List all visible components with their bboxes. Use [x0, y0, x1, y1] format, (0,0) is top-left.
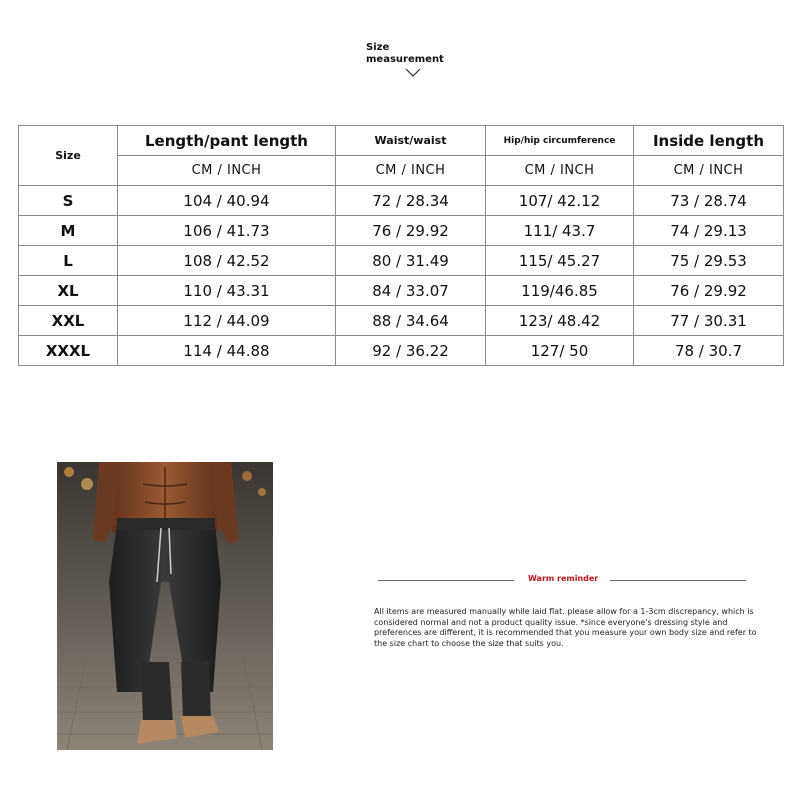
inside-length-unit: CM / INCH: [634, 156, 784, 186]
length-cell: 114 / 44.88: [118, 336, 336, 366]
waist-cell: 76 / 29.92: [336, 216, 486, 246]
hip-column-header: Hip/hip circumference: [486, 126, 634, 156]
hip-cell: 119/46.85: [486, 276, 634, 306]
inside-length-cell: 77 / 30.31: [634, 306, 784, 336]
length-cell: 110 / 43.31: [118, 276, 336, 306]
inside-length-cell: 78 / 30.7: [634, 336, 784, 366]
waist-cell: 92 / 36.22: [336, 336, 486, 366]
hip-cell: 115/ 45.27: [486, 246, 634, 276]
size-chart-table: [18, 125, 784, 366]
waist-cell: 72 / 28.34: [336, 186, 486, 216]
size-cell: XL: [19, 276, 118, 306]
table-row: [19, 306, 784, 336]
waist-cell: 80 / 31.49: [336, 246, 486, 276]
length-unit: CM / INCH: [118, 156, 336, 186]
waist-column-header: Waist/waist: [336, 126, 486, 156]
warm-reminder-title: Warm reminder: [528, 574, 599, 583]
length-cell: 108 / 42.52: [118, 246, 336, 276]
hip-unit: CM / INCH: [486, 156, 634, 186]
waist-cell: 88 / 34.64: [336, 306, 486, 336]
table-row: [19, 186, 784, 216]
table-row: [19, 336, 784, 366]
size-cell: M: [19, 216, 118, 246]
header-line-1: Size: [366, 42, 390, 53]
hip-cell: 107/ 42.12: [486, 186, 634, 216]
inside-length-cell: 76 / 29.92: [634, 276, 784, 306]
size-cell: L: [19, 246, 118, 276]
length-cell: 104 / 40.94: [118, 186, 336, 216]
inside-length-cell: 73 / 28.74: [634, 186, 784, 216]
size-cell: XXL: [19, 306, 118, 336]
hip-cell: 127/ 50: [486, 336, 634, 366]
model-illustration: [57, 462, 273, 750]
length-column-header: Length/pant length: [118, 126, 336, 156]
reminder-divider-left: [378, 580, 514, 581]
table-header-row: [19, 126, 784, 156]
length-cell: 112 / 44.09: [118, 306, 336, 336]
inside-length-cell: 75 / 29.53: [634, 246, 784, 276]
header-line-2: measurement: [366, 54, 444, 65]
hip-cell: 111/ 43.7: [486, 216, 634, 246]
reminder-divider-right: [610, 580, 746, 581]
table-row: [19, 246, 784, 276]
reminder-text: All items are measured manually while laid flat. please allow for a 1-3cm discrepancy, which is considered normal and not a product quality issue. *since everyone's dressing style and preferences are different, it is recommended that you measure your own body size and refer to the size chart to choose the size that suits you.: [374, 607, 757, 648]
size-cell: S: [19, 186, 118, 216]
warm-reminder-heading: [378, 573, 750, 587]
waist-unit: CM / INCH: [336, 156, 486, 186]
waist-cell: 84 / 33.07: [336, 276, 486, 306]
inside-length-cell: 74 / 29.13: [634, 216, 784, 246]
size-cell: XXXL: [19, 336, 118, 366]
chevron-down-icon: [405, 68, 421, 78]
length-cell: 106 / 41.73: [118, 216, 336, 246]
inside-length-column-header: Inside length: [634, 126, 784, 156]
table-unit-row: [19, 156, 784, 186]
table-row: [19, 276, 784, 306]
product-photo: [57, 462, 273, 750]
table-row: [19, 216, 784, 246]
size-measurement-header: [366, 42, 444, 66]
size-column-header: Size: [19, 126, 118, 186]
hip-cell: 123/ 48.42: [486, 306, 634, 336]
